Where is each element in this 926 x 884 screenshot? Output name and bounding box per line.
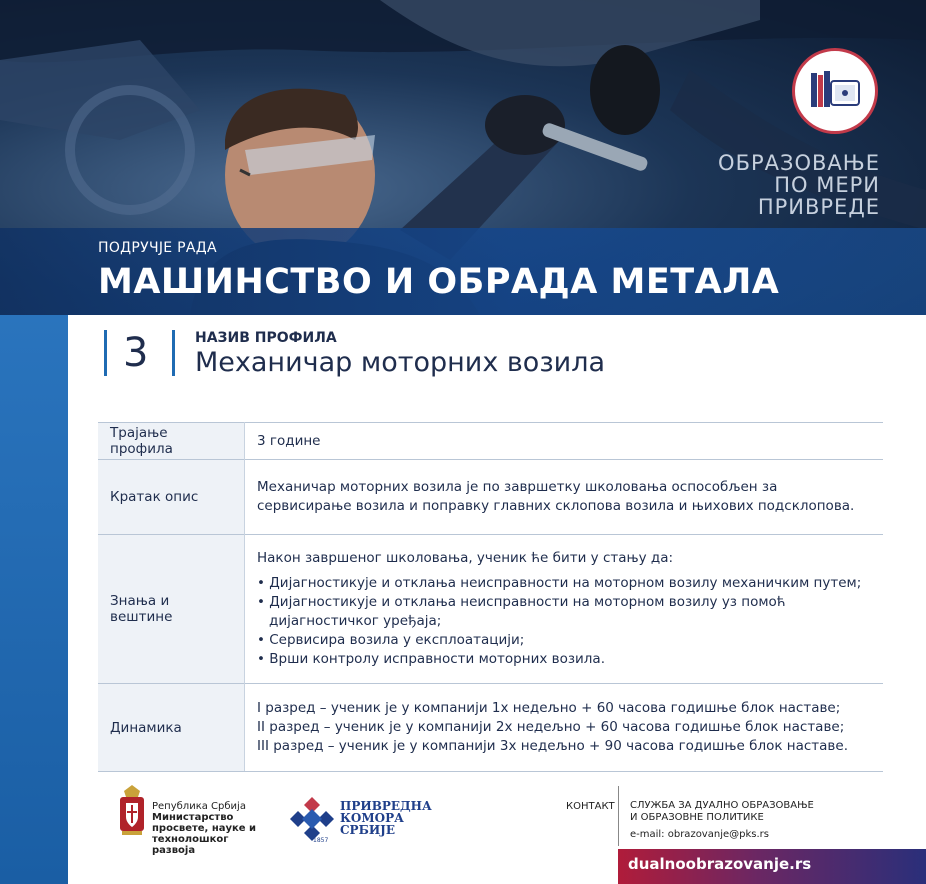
- profile-label: НАЗИВ ПРОФИЛА: [195, 330, 337, 346]
- website-link[interactable]: dualnoobrazovanje.rs: [628, 855, 812, 873]
- dynamics-line: I разред – ученик је у компанији 1x недељно + 60 часова годишње блок наставе;: [257, 700, 841, 716]
- slogan-line: ОБРАЗОВАЊЕ: [718, 151, 880, 175]
- table-value: Механичар моторних возила је по завршетку школовања оспособљен за сервисирање возила и поправку главних склопова возила и њихових подсклопова.: [245, 460, 884, 535]
- table-value: [245, 684, 884, 772]
- profile-number: 3: [104, 330, 175, 376]
- service-line: СЛУЖБА ЗА ДУАЛНО ОБРАЗОВАЊЕ: [630, 800, 814, 811]
- service-name: [630, 800, 890, 824]
- list-item: • Сервисира возила у експлоатацији;: [257, 632, 525, 648]
- list-item: • Врши контролу исправности моторних возила.: [257, 651, 605, 667]
- pks-name-line: СРБИЈЕ: [340, 823, 395, 837]
- table-row: [98, 535, 883, 684]
- profile-info-table: [98, 422, 883, 772]
- table-key: Динамика: [98, 684, 245, 772]
- table-value: 3 године: [245, 423, 884, 460]
- list-item: • Дијагностикује и отклања неисправности на моторном возилу уз помоћ дијагностичког уређаја;: [257, 594, 786, 629]
- slogan-line: ПРИВРЕДЕ: [757, 195, 880, 219]
- table-value: [245, 535, 884, 684]
- profile-divider: [172, 330, 175, 376]
- area-label: ПОДРУЧЈЕ РАДА: [98, 240, 217, 256]
- slogan-line: ПО МЕРИ: [774, 173, 880, 197]
- slogan: [718, 152, 880, 218]
- service-line: И ОБРАЗОВНЕ ПОЛИТИКЕ: [630, 812, 764, 823]
- ministry-name: Министарство просвете, науке и технолошког развоја: [152, 812, 257, 856]
- list-item: • Дијагностикује и отклања неисправности на моторном возилу механичким путем;: [257, 575, 862, 591]
- dynamics-line: III разред – ученик је у компанији 3x недељно + 90 часова годишње блок наставе.: [257, 738, 848, 754]
- ministry-country: Република Србија: [152, 801, 246, 812]
- dynamics-line: II разред – ученик је у компанији 2x недељно + 60 часова годишње блок наставе;: [257, 719, 845, 735]
- program-logo: [792, 48, 878, 134]
- table-key: Знања и вештине: [98, 535, 245, 684]
- left-accent-bar: [0, 315, 68, 884]
- contact-email[interactable]: e-mail: obrazovanje@pks.rs: [630, 829, 769, 840]
- books-tablet-icon: [795, 51, 875, 131]
- profile-name: Механичар моторних возила: [195, 347, 606, 378]
- pks-name-line: ПРИВРЕДНА: [340, 799, 432, 813]
- serbia-coat-of-arms-icon: [116, 785, 148, 845]
- skills-intro: Након завршеног школовања, ученик ће бити у стању да:: [257, 550, 674, 566]
- pks-year: 1857: [313, 837, 329, 844]
- table-row: [98, 684, 883, 772]
- table-key: Кратак опис: [98, 460, 245, 535]
- table-row: [98, 423, 883, 460]
- skills-list: [257, 574, 871, 669]
- contact-label: КОНТАКТ: [566, 801, 615, 812]
- table-row: [98, 460, 883, 535]
- pks-name: [340, 800, 432, 836]
- table-key: Трајање профила: [98, 423, 245, 460]
- area-title: МАШИНСТВО И ОБРАДА МЕТАЛА: [98, 262, 780, 302]
- pks-name-line: КОМОРА: [340, 811, 404, 825]
- contact-divider: [618, 786, 619, 846]
